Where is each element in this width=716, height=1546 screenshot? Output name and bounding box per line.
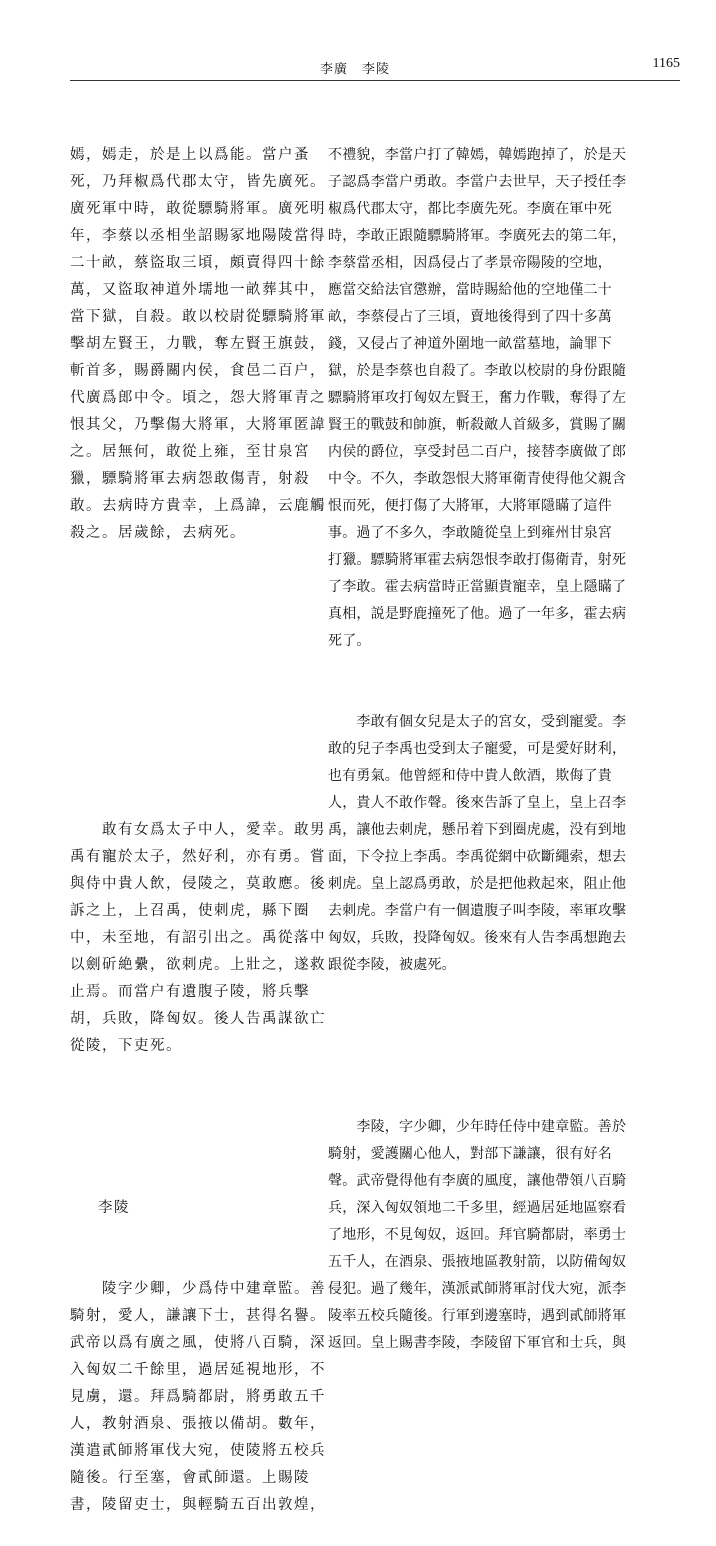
classical-text-column xyxy=(70,88,326,1546)
classical-paragraph-li-ling: 陵字少卿，少爲侍中建章監。善 騎射，愛人，謙讓下士，甚得名譽。 武帝以爲有廣之風，使將八百騎，深 入匈奴二千餘里，過居延視地形，不 見虜，還。拜爲騎都尉，將勇敢五千 人，教射酒泉、張掖以備胡。數年， 漢遣貳師將軍伐大宛，使陵將五校兵 隨後。行至塞，會貳師還。上賜陵 書，陵留吏士，與輕騎五百出敦煌， xyxy=(70,1281,326,1513)
section-heading: 李陵 xyxy=(98,1200,130,1216)
page-header xyxy=(70,58,680,80)
running-title: 李廣 李陵 xyxy=(320,62,391,77)
page-number: 1165 xyxy=(652,56,680,71)
translation-paragraph-li-yu: 李敢有個女兒是太子的宮女，受到寵愛。李 敢的兒子李禹也受到太子寵愛，可是愛好財利， 也有勇氣。他曾經和侍中貴人飲酒，欺侮了貴 人，貴人不敢作聲。後來告訴了皇上，皇上召李 禹，讓他去刺虎，懸吊着下到圈虎處，没有到地 面，下令拉上李禹。李禹從網中砍斷繩索，想去 刺虎。皇上認爲勇敢，於是把他救起來，阻止他 去刺虎。李當户有一個遺腹子叫李陵，率軍攻擊 匈奴，兵敗，投降匈奴。後來有人告李禹想跑去 跟從李陵，被處死。 xyxy=(328,714,627,973)
translation-paragraph-li-gan: 不禮貌，李當户打了韓嫣，韓嫣跑掉了，於是天 子認爲李當户勇敢。李當户去世早，天子授任李 椒爲代郡太守，都比李廣先死。李廣在軍中死 時，李敢正跟隨驃騎將軍。李廣死去的第二年， 李蔡當丞相，因爲侵占了孝景帝陽陵的空地， 應當交給法官懲辦，當時賜給他的空地僅二十 畝，李蔡侵占了三頃，賣地後得到了四十多萬 錢，又侵占了神道外圍地一畝當墓地，論罪下 獄，於是李蔡也自殺了。李敢以校尉的身份跟隨 驃騎將軍攻打匈奴左賢王，奮力作戰，奪得了左 賢王的戰鼓和帥旗，斬殺敵人首級多，賞賜了關 内侯的爵位，享受封邑二百户，接替李廣做了郎 中令。不久，李敢怨恨大將軍衛青使得他父親含 恨而死，便打傷了大將軍，大將軍隱瞞了這件 事。過了不多久，李敢隨從皇上到雍州甘泉宮 打獵。驃騎將軍霍去病怨恨李敢打傷衛青，射死 了李敢。霍去病當時正當顯貴寵幸，皇上隱瞞了 真相，説是野鹿撞死了他。過了一年多，霍去病 死了。 xyxy=(328,147,627,649)
header-rule xyxy=(70,80,680,81)
classical-paragraph-li-yu: 敢有女爲太子中人，愛幸。敢男 禹有寵於太子，然好利，亦有勇。嘗 與侍中貴人飲，侵陵之，莫敢應。後 訴之上，上召禹，使刺虎，縣下圈 中，未至地，有詔引出之。禹從落中 以劍斫絶纍，欲刺虎。上壯之，遂救 止焉。而當户有遺腹子陵，將兵擊 胡，兵敗，降匈奴。後人告禹謀欲亡 從陵，下吏死。 xyxy=(70,822,326,1054)
translation-column xyxy=(328,88,684,1384)
translation-paragraph-li-ling: 李陵，字少卿，少年時任侍中建章監。善於 騎射，愛護關心他人，對部下謙讓，很有好名 聲。武帝覺得他有李廣的風度，讓他帶領八百騎 兵，深入匈奴領地二千多里，經過居延地區察看 了地形，不見匈奴，返回。拜官騎都尉，率勇士 五千人，在酒泉、張掖地區教射箭，以防備匈奴 侵犯。過了幾年，漢派貳師將軍討伐大宛，派李 陵率五校兵隨後。行軍到邊塞時，遇到貳師將軍 返回。皇上賜書李陵，李陵留下軍官和士兵，與 xyxy=(328,1119,627,1351)
classical-paragraph-li-gan: 嫣，嫣走，於是上以爲能。當户蚤 死，乃拜椒爲代郡太守，皆先廣死。 廣死軍中時，敢從驃騎將軍。廣死明 年，李蔡以丞相坐詔賜冢地陽陵當得 二十畝，蔡盜取三頃，頗賣得四十餘 萬，又盜取神道外壖地一畝葬其中， 當下獄，自殺。敢以校尉從驃騎將軍 擊胡左賢王，力戰，奪左賢王旗鼓， 斬首多，賜爵關内侯，食邑二百户， 代廣爲郎中令。頃之，怨大將軍青之 恨其父，乃擊傷大將軍，大將軍匿諱 之。居無何，敢從上雍，至甘泉宮 獵，驃騎將軍去病怨敢傷青，射殺 敢。去病時方貴幸，上爲諱，云鹿觸 殺之。居歲餘，去病死。 xyxy=(70,147,326,541)
